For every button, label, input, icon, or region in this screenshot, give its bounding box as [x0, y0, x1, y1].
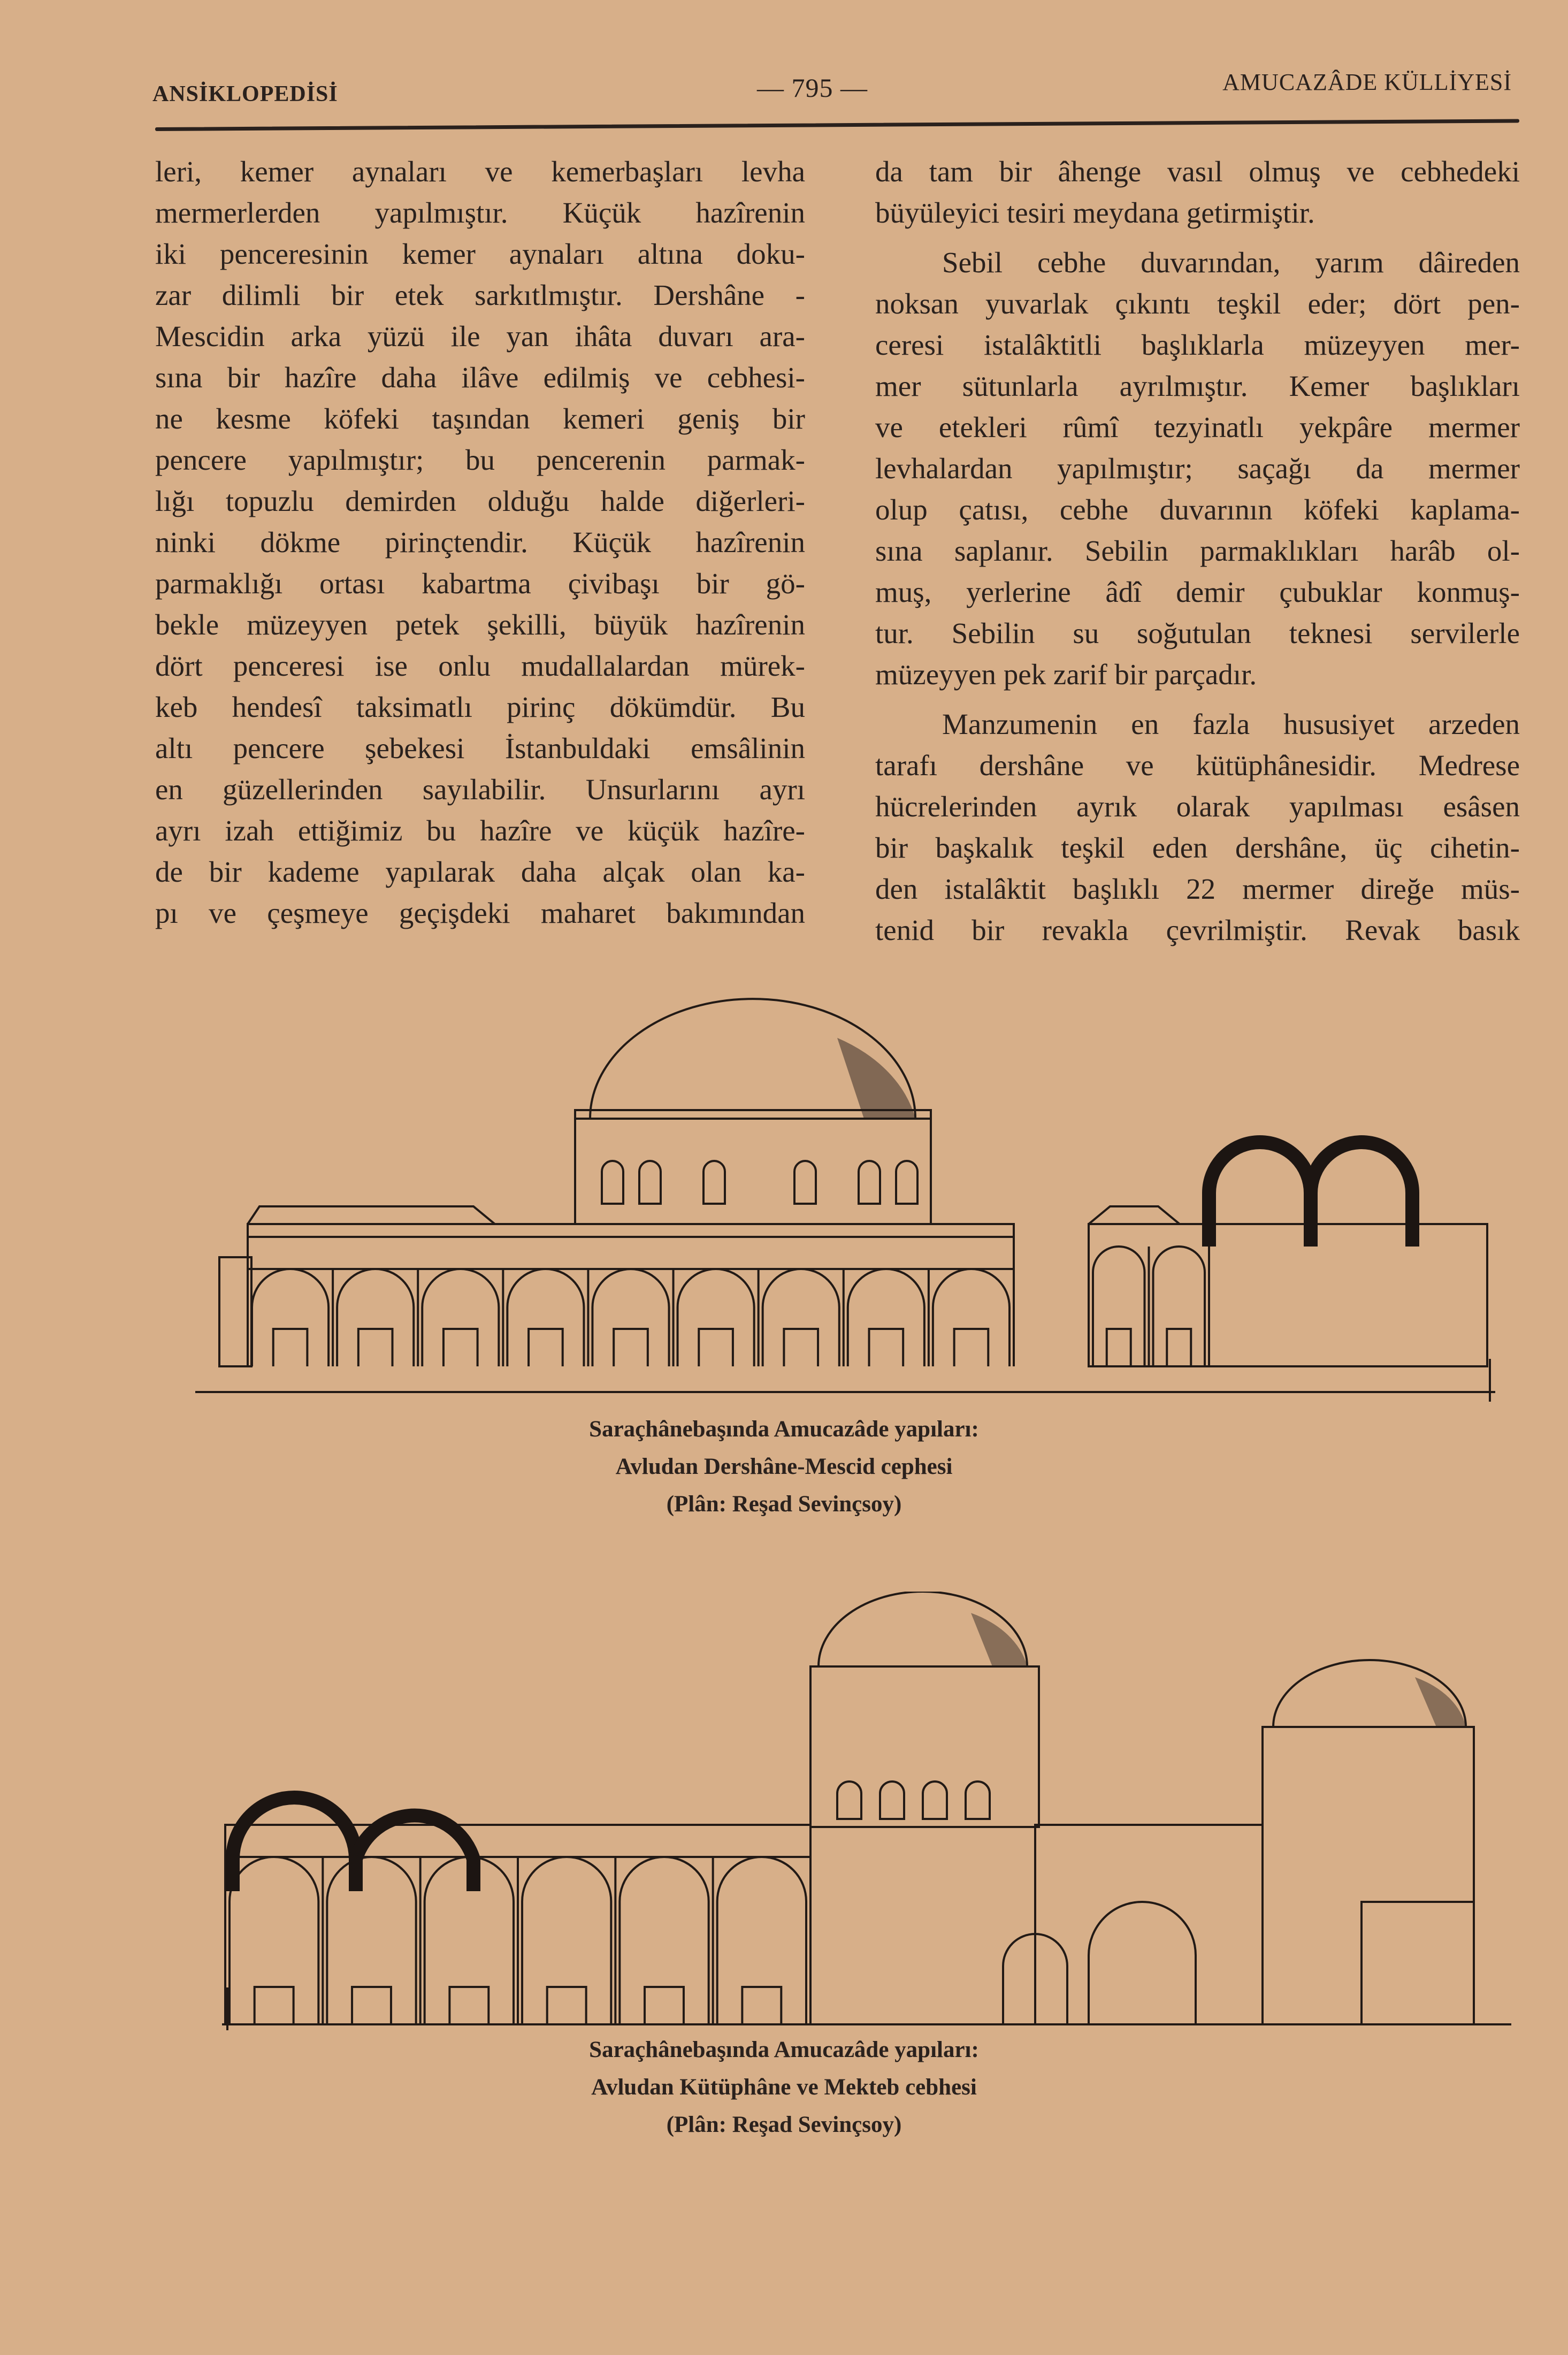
- window: [1107, 1329, 1131, 1366]
- central-block: [810, 1827, 1035, 2024]
- arcade-frieze: [225, 1825, 810, 1857]
- text-line: olup çatısı, cebhe duvarının köfeki kaplama-: [875, 493, 1520, 526]
- text-line: ceresi istalâktitli başlıklarla müzeyyen mer-: [875, 328, 1520, 361]
- roof-left: [248, 1206, 495, 1224]
- window: [547, 1987, 586, 2024]
- text-line: ayrı izah ettiğimiz bu hazîre ve küçük hazîre-: [155, 814, 805, 847]
- window: [449, 1987, 488, 2024]
- window: [869, 1329, 904, 1366]
- arch: [507, 1269, 584, 1366]
- paragraph: [875, 704, 1520, 951]
- caption-line: Saraçhânebaşında Amucazâde yapıları:: [589, 2037, 979, 2062]
- window: [529, 1329, 563, 1366]
- caption-line: (Plân: Reşad Sevinçsoy): [666, 1492, 902, 1517]
- text-line: zar dilimli bir etek sarkıtlmıştır. Dershâne -: [155, 279, 805, 311]
- text-line: da tam bir âhenge vasıl olmuş ve cebhedeki: [875, 155, 1520, 188]
- window: [699, 1329, 733, 1366]
- dark-arches: [233, 1798, 473, 1891]
- text-line: ve etekleri rûmî tezyinatlı yekpâre mermer: [875, 411, 1520, 444]
- window: [639, 1161, 661, 1204]
- caption-line: Avludan Kütüphâne ve Mekteb cebhesi: [591, 2075, 977, 2100]
- arch: [763, 1269, 839, 1366]
- arch: [619, 1857, 708, 2024]
- arch: [592, 1269, 669, 1366]
- paragraph: [155, 151, 805, 934]
- text-line: hücrelerinden ayrık olarak yapılması esâsen: [875, 790, 1520, 823]
- window: [966, 1781, 990, 1819]
- middle-wall: [1035, 1825, 1263, 2024]
- arch: [678, 1269, 754, 1366]
- text-line: bekle müzeyyen petek şekilli, büyük hazîrenin: [155, 608, 805, 641]
- elevation-drawing-kutuphane-mekteb: [222, 1592, 1511, 2030]
- text-line: parmaklığı ortası kabartma çivibaşı bir gö-: [155, 567, 805, 600]
- text-line: keb hendesî taksimatlı pirinç dökümdür. Bu: [155, 691, 805, 723]
- window: [784, 1329, 818, 1366]
- running-header-right: AMUCAZÂDE KÜLLİYESİ: [1222, 69, 1512, 95]
- page-number: — 795 —: [757, 73, 868, 103]
- text-line: muş, yerlerine âdî demir çubuklar konmuş-: [875, 576, 1520, 608]
- caption-line: Avludan Dershâne-Mescid cephesi: [615, 1454, 953, 1479]
- text-column-left: [155, 151, 805, 934]
- window: [1167, 1329, 1191, 1366]
- text-line: Sebil cebhe duvarından, yarım dâireden: [942, 246, 1520, 279]
- text-line: sına bir hazîre daha ilâve edilmiş ve cebhesi-: [155, 361, 805, 394]
- header-rule: [155, 119, 1519, 131]
- figure-2-caption: [0, 2031, 1568, 2144]
- text-line: altı pencere şebekesi İstanbuldaki emsâlinin: [155, 732, 805, 764]
- arch: [327, 1857, 416, 2024]
- text-line: dört penceresi ise onlu mudallalardan mürek-: [155, 649, 805, 682]
- paragraph: [875, 151, 1520, 233]
- window: [614, 1329, 648, 1366]
- arch: [1093, 1247, 1145, 1366]
- text-line: lığı topuzlu demirden olduğu halde diğerleri-: [155, 485, 805, 517]
- text-column-right: [875, 151, 1520, 951]
- window: [954, 1329, 989, 1366]
- window: [742, 1987, 781, 2024]
- window: [880, 1781, 904, 1819]
- arcade-frieze: [248, 1237, 1014, 1269]
- drum-windows: [602, 1161, 917, 1204]
- dome: [590, 999, 915, 1119]
- drum: [575, 1119, 931, 1224]
- text-line: Manzumenin en fazla hususiyet arzeden: [942, 708, 1520, 740]
- text-line: de bir kademe yapılarak daha alçak olan ka-: [155, 855, 805, 888]
- text-line: bir başkalık teşkil eden dershâne, üç cihetin-: [875, 831, 1520, 864]
- window: [352, 1987, 391, 2024]
- arch: [933, 1269, 1009, 1366]
- text-line: en güzellerinden sayılabilir. Unsurlarını ayrı: [155, 773, 805, 806]
- arch: [522, 1857, 611, 2024]
- text-line: Mescidin arka yüzü ile yan ihâta duvarı ara-: [155, 320, 805, 353]
- text-line: levhalardan yapılmıştır; saçağı da mermer: [875, 452, 1520, 485]
- paragraph: [875, 242, 1520, 695]
- text-line: mermerlerden yapılmıştır. Küçük hazîrenin: [155, 196, 805, 229]
- arch: [337, 1269, 414, 1366]
- text-line: tenid bir revakla çevrilmiştir. Revak basık: [875, 914, 1520, 946]
- arch: [230, 1857, 318, 2024]
- elevation-drawing-dershane-mescid: [195, 990, 1495, 1402]
- window: [602, 1161, 623, 1204]
- central-dome: [819, 1592, 1027, 1666]
- central-tower: [810, 1666, 1039, 1827]
- text-line: leri, kemer aynaları ve kemerbaşları levha: [155, 155, 805, 188]
- window: [837, 1781, 861, 1819]
- text-line: noksan yuvarlak çıkıntı teşkil eder; dört pen-: [875, 287, 1520, 320]
- text-line: pı ve çeşmeye geçişdeki maharet bakımından: [155, 897, 805, 929]
- text-line: tarafı dershâne ve kütüphânesidir. Medrese: [875, 749, 1520, 782]
- window: [794, 1161, 816, 1204]
- right-arcade: [1089, 1247, 1209, 1366]
- dark-arches: [1209, 1142, 1412, 1247]
- text-line: tur. Sebilin su soğutulan teknesi servilerle: [875, 617, 1520, 649]
- arch: [252, 1269, 328, 1366]
- right-dome: [1273, 1660, 1466, 1727]
- window: [645, 1987, 684, 2024]
- arch: [717, 1857, 806, 2024]
- text-line: müzeyyen pek zarif bir parçadır.: [875, 658, 1257, 691]
- text-line: den istalâktit başlıklı 22 mermer direğe müs-: [875, 873, 1520, 905]
- cornice: [248, 1224, 1014, 1237]
- caption-line: Saraçhânebaşında Amucazâde yapıları:: [589, 1417, 979, 1442]
- arcade: [248, 1269, 1014, 1366]
- text-line: pencere yapılmıştır; bu pencerenin parmak-: [155, 444, 805, 476]
- text-line: iki penceresinin kemer aynaları altına doku-: [155, 238, 805, 270]
- text-line: sına saplanır. Sebilin parmaklıkları harâb ol-: [875, 534, 1520, 567]
- arch: [422, 1269, 499, 1366]
- text-line: ninki dökme pirinçtendir. Küçük hazîrenin: [155, 526, 805, 559]
- window: [255, 1987, 294, 2024]
- arch: [1153, 1247, 1205, 1366]
- window: [859, 1161, 880, 1204]
- window: [923, 1781, 947, 1819]
- arch: [848, 1269, 924, 1366]
- window: [273, 1329, 308, 1366]
- running-header-left: ANSİKLOPEDİSİ: [152, 82, 338, 106]
- arcade: [225, 1857, 810, 2024]
- caption-line: (Plân: Reşad Sevinçsoy): [666, 2112, 902, 2137]
- window: [703, 1161, 725, 1204]
- text-line: ne kesme köfeki taşından kemeri geniş bir: [155, 402, 805, 435]
- figure-1-caption: [0, 1411, 1568, 1523]
- text-line: büyüleyici tesiri meydana getirmiştir.: [875, 196, 1315, 229]
- window: [896, 1161, 917, 1204]
- right-tower: [1263, 1727, 1474, 2024]
- text-line: mer sütunlarla ayrılmıştır. Kemer başlıkları: [875, 370, 1520, 402]
- window: [358, 1329, 393, 1366]
- tower-windows: [837, 1781, 990, 1819]
- window: [443, 1329, 478, 1366]
